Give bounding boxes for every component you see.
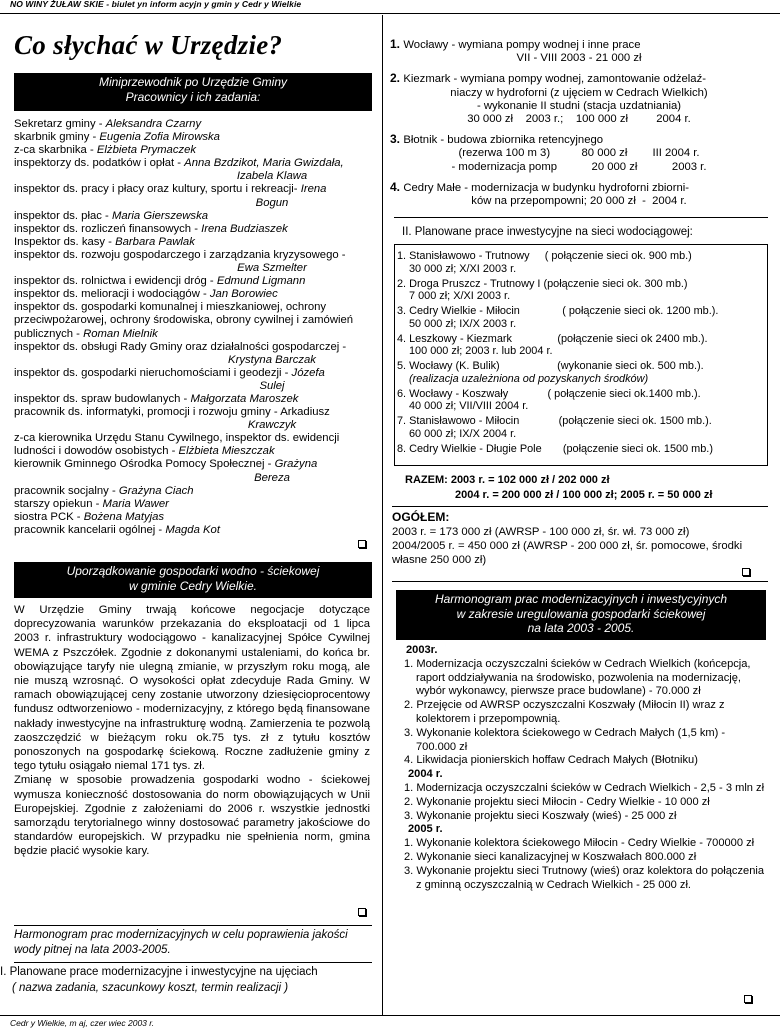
staff-name: Maria Gierszewska xyxy=(111,209,208,222)
divider xyxy=(14,962,372,963)
divider xyxy=(392,506,768,507)
staff-role: z-ca skarbnika - xyxy=(14,144,97,157)
staff-name: Krystyna Barczak xyxy=(228,353,316,366)
network-route: 3. Cedry Wielkie - Miłocin ( połączenie sieci ok. 1200 mb.). xyxy=(397,305,719,317)
total-2003: RAZEM: 2003 r. = 102 000 zł / 202 000 zł xyxy=(405,474,610,486)
task-line: ków na przepompowni; 20 000 zł - 2004 r. xyxy=(471,195,687,208)
task-text: Wocławy - wymiana pompy wodnej i inne prace xyxy=(403,39,641,51)
network-item xyxy=(397,278,765,303)
grand-total-label: OGÓŁEM: xyxy=(392,510,450,524)
network-item xyxy=(397,415,765,440)
staff-role: inspektor ds. obsługi Rady Gminy oraz działalności gospodarczej - xyxy=(14,340,347,353)
staff-role: pracownik ds. informatyki, promocji i rozwoju gminy - Arkadiusz xyxy=(14,406,330,419)
sewage-task: 3. Wykonanie kolektora ściekowego w Cedrach Małych (1,5 km) - 700.000 zł xyxy=(404,726,726,753)
staff-name-continued xyxy=(10,197,374,210)
page-title: Co słychać w Urzędzie? xyxy=(14,30,283,60)
staff-entry xyxy=(10,236,374,249)
staff-name: Grażyna xyxy=(274,458,318,471)
staff-entry xyxy=(10,511,374,524)
staff-name: Bożena Matyjas xyxy=(83,510,165,523)
end-square-icon xyxy=(358,908,366,916)
grand-total-2004-2005: 2004/2005 r. = 450 000 zł (AWRSP - 200 000 zł, śr. pomocowe, środki własne 250 000 zł) xyxy=(392,540,743,566)
network-cost: 100 000 zł; 2003 r. lub 2004 r. xyxy=(409,345,553,357)
staff-role: inspektor ds. rozwoju gospodarczego i zarządzania kryzysowego - xyxy=(14,248,346,261)
staff-entry xyxy=(10,275,374,288)
sewage-task: 3. Wykonanie projektu sieci Koszwały (wieś) - 25 000 zł xyxy=(404,809,677,822)
task-line xyxy=(390,72,768,86)
bottom-rule xyxy=(0,1015,780,1016)
staff-role: pracownik socjalny - xyxy=(14,484,119,497)
article-para2: Zmianę w sposobie prowadzenia gospodarki wodno - ściekowej wymusza konieczność dostosowania do norm obowiązujących w Unii Europejskiej. Zgodnie z założeniami do 2006 r. wszystkie jednostki samorządu terytorialnego winny dostosować parametry jakościowe do standardów europejskich. W przypadku nie spełnienia norm, gmina będzie płacić wysokie kary. xyxy=(14,774,370,858)
staff-name: Ewa Szmelter xyxy=(237,262,307,275)
staff-role: Sekretarz gminy - xyxy=(14,118,106,130)
staff-entry xyxy=(10,144,374,157)
task-line: 30 000 zł 2003 r.; 100 000 zł 2004 r. xyxy=(467,113,691,126)
harmonogram-water-title: Harmonogram prac modernizacyjnych w celu poprawienia jakości wody pitnej na lata 2003-2005. xyxy=(14,929,348,956)
network-cost: 30 000 zł; X/XI 2003 r. xyxy=(409,262,517,275)
divider xyxy=(14,925,372,926)
network-route: 1. Stanisławowo - Trutnowy ( połączenie sieci ok. 900 mb.) xyxy=(397,250,692,262)
sewage-task: 1. Modernizacja oczyszczalni ścieków w Cedrach Wielkich - 2,5 - 3 mln zł xyxy=(404,781,765,794)
task-line xyxy=(390,181,768,195)
staff-name-continued xyxy=(10,380,374,393)
staff-entry xyxy=(10,131,374,144)
plan-network-heading: II. Planowane prace inwestycyjne na sieci wodociągowej: xyxy=(402,226,693,238)
staff-role: inspektor ds. pracy i płacy oraz kultury, sportu i rekreacji- xyxy=(14,183,301,196)
task-line: VII - VIII 2003 - 21 000 zł xyxy=(516,52,642,65)
task-line xyxy=(390,133,768,147)
water-box xyxy=(14,562,372,598)
water-box-line2: w gminie Cedry Wielkie. xyxy=(129,578,257,593)
intake-task-list xyxy=(390,38,768,215)
staff-name: Irena xyxy=(300,183,327,196)
network-item xyxy=(397,360,765,385)
staff-name: Jan Borowiec xyxy=(209,288,278,301)
staff-name: Maria Wawer xyxy=(102,497,169,510)
water-box-line1: Uporządkowanie gospodarki wodno - ściekowej xyxy=(66,564,320,578)
miniguide-box xyxy=(14,73,372,111)
task-number: 1. xyxy=(390,37,404,51)
staff-list xyxy=(10,118,374,537)
staff-role: siostra PCK - xyxy=(14,510,84,523)
sewage-box-line2: w zakresie uregulowania gospodarki ściekowej xyxy=(456,606,706,621)
network-route: 2. Droga Pruszcz - Trutnowy I (połączenie sieci ok. 300 mb.) xyxy=(397,277,688,290)
staff-name: Edmund Ligmann xyxy=(216,275,306,288)
network-cost: 60 000 zł; IX/X 2004 r. xyxy=(409,427,517,440)
sewage-task: 3. Wykonanie projektu sieci Trutnowy (wieś) oraz kolektora do połączenia z gminną oczyszczalnią w Cedrach Wielkich - 25 000 zł. xyxy=(404,864,764,891)
staff-name-continued xyxy=(10,262,374,275)
sewage-box xyxy=(396,590,766,640)
task-line: (rezerwa 100 m 3) 80 000 zł III 2004 r. xyxy=(458,147,700,160)
staff-role: inspektor ds. spraw budowlanych - xyxy=(14,392,191,405)
sewage-task: 4. Likwidacja pionierskich hoffaw Cedrach Małych (Błotniku) xyxy=(404,754,698,767)
water-article xyxy=(14,603,370,859)
staff-name: Józefa xyxy=(291,366,325,379)
staff-role: inspektor ds. gospodarki komunalnej i mieszkaniowej, ochrony przeciwpożarowej, ochrony środowiska, obrony cywilnej i zamówień publicznych - xyxy=(14,301,354,340)
sewage-box-line3: na lata 2003 - 2005. xyxy=(527,621,635,635)
sewage-task: 2. Przejęcie od AWRSP oczyszczalni Koszwały (Miłocin II) wraz z kolektorem i przepompownią. xyxy=(404,699,725,725)
network-item xyxy=(397,388,765,413)
staff-entry xyxy=(10,301,374,340)
sewage-box-line1: Harmonogram prac modernizacyjnych i inwestycyjnych xyxy=(434,592,728,606)
staff-name: Barbara Pawlak xyxy=(115,235,195,248)
task-line: niaczy w hydroforni (z ujęciem w Cedrach Wielkich) xyxy=(450,86,708,99)
staff-role: inspektor ds. gospodarki nieruchomościami i geodezji - xyxy=(14,366,292,379)
staff-entry xyxy=(10,118,374,131)
network-list xyxy=(397,250,765,458)
staff-role: z-ca kierownika Urzędu Stanu Cywilnego, inspektor ds. ewidencji ludności i dowodów osobistych - xyxy=(14,432,340,458)
staff-entry xyxy=(10,498,374,511)
sewage-schedule xyxy=(402,644,768,892)
plan-intakes-heading: I. Planowane prace modernizacyjne i inwestycyjne na ujęciach xyxy=(0,966,318,978)
staff-entry xyxy=(10,183,374,196)
top-rule xyxy=(0,13,780,14)
staff-entry xyxy=(10,157,374,170)
task-number: 4. xyxy=(390,179,404,194)
network-cost: 50 000 zł; IX/X 2003 r. xyxy=(409,317,517,330)
staff-name: Bogun xyxy=(255,196,289,209)
task-line: - wykonanie II studni (stacja uzdatniania) xyxy=(476,99,682,112)
task-text: Kiezmark - wymiana pompy wodnej, zamontowanie odżelaź- xyxy=(403,73,706,86)
tasks-2005 xyxy=(402,837,768,892)
year-2003: 2003r. xyxy=(406,644,438,656)
network-cost: 7 000 zł; X/XI 2003 r. xyxy=(409,290,511,302)
staff-role: inspektor ds. melioracji i wodociągów - xyxy=(14,288,210,301)
article-para1: W Urzędzie Gminy trwają końcowe negocjacje dotyczące doprecyzowania warunków przekazania do eksploatacji od 1 lipca 2003 r. infrastruktury wodociągowo - kanalizacyjnej Spółce Cywilnej WEMA z Pszczółek. Zgodnie z dokonanymi ustaleniami, do końca br. obowiązujące taryfy nie ulegną zmianie, w przyszłym roku mogą, ale nie muszą wzrosnąć. O wysokości opłat zdecyduje Rada Gminy. W ramach obowiązującej ceny zostanie utworzony dziesięcioprocentowy fundusz odtworzeniowo - modernizacyjny, z którego będą finansowane nakłady inwestycyjne na infrastrukturę wodną. Zamierzenia te pozwolą zaoszczędzić w bieżącym roku ok.75 tys. zł z tytułu kosztów ponoszonych na gospodarkę ściekową. Roczne zadłużenie gminy z tego tytułu osiągało niemal 171 tys. zł. xyxy=(14,604,370,773)
tasks-2003 xyxy=(402,658,768,768)
staff-name-continued xyxy=(10,472,374,485)
divider xyxy=(394,217,768,218)
staff-name-continued xyxy=(10,419,374,432)
staff-name: Sulej xyxy=(259,379,285,392)
staff-name: Małgorzata Maroszek xyxy=(190,392,299,405)
staff-role: Inspektor ds. kasy - xyxy=(14,235,116,248)
staff-name: Grażyna Ciach xyxy=(118,484,194,497)
staff-role: pracownik kancelarii ogólnej - xyxy=(14,523,166,536)
staff-name: Irena Budziaszek xyxy=(201,222,288,235)
grand-total-2003: 2003 r. = 173 000 zł (AWRSP - 100 000 zł, śr. wł. 73 000 zł) xyxy=(392,526,690,538)
end-square-icon xyxy=(742,568,750,576)
staff-name-continued xyxy=(10,354,374,367)
intake-task xyxy=(390,133,768,174)
network-route: 8. Cedry Wielkie - Długie Pole (połączenie sieci ok. 1500 mb.) xyxy=(397,442,713,455)
task-text: Cedry Małe - modernizacja w budynku hydroforni zbiorni- xyxy=(403,181,690,194)
divider xyxy=(392,581,768,582)
staff-role: starszy opiekun - xyxy=(14,497,103,510)
intake-task xyxy=(390,72,768,126)
network-route: 6. Wocławy - Koszwały ( połączenie sieci ok.1400 mb.). xyxy=(397,387,701,400)
staff-entry xyxy=(10,367,374,380)
task-number: 3. xyxy=(390,132,404,147)
network-cost: 40 000 zł; VII/VIII 2004 r. xyxy=(409,400,529,412)
plan-intakes-subheading: ( nazwa zadania, szacunkowy koszt, termin realizacji ) xyxy=(12,982,289,994)
sewage-task: 2. Wykonanie projektu sieci Miłocin - Cedry Wielkie - 10 000 zł xyxy=(404,795,710,808)
staff-role: inspektor ds. rozliczeń finansowych - xyxy=(14,222,202,235)
network-route: 7. Stanisławowo - Miłocin (połączenie sieci ok. 1500 mb.). xyxy=(397,415,712,427)
staff-name: Roman Mielnik xyxy=(83,327,158,340)
staff-entry xyxy=(10,406,374,419)
task-line xyxy=(390,38,768,52)
staff-name: Aleksandra Czarny xyxy=(105,118,202,130)
staff-name: Magda Kot xyxy=(165,523,220,536)
staff-entry xyxy=(10,458,374,471)
intake-task xyxy=(390,181,768,208)
grand-total-details xyxy=(392,525,757,567)
year-2005: 2005 r. xyxy=(408,823,443,836)
network-item xyxy=(397,333,765,358)
staff-name-continued xyxy=(10,170,374,183)
staff-name: Eugenia Zofia Mirowska xyxy=(99,131,220,144)
sewage-task: 1. Modernizacja oczyszczalni ścieków w Cedrach Wielkich (końcepcja, raport oddziaływania na środowisko, pozwolenia na modernizację, wybór wykonawcy, pierwsze prace budowlane) - 70.000 zł xyxy=(404,657,751,698)
staff-entry xyxy=(10,210,374,223)
total-2004-2005: 2004 r. = 200 000 zł / 100 000 zł; 2005 r. = 50 000 zł xyxy=(455,489,713,501)
network-cost: (realizacja uzależniona od pozyskanych środków) xyxy=(409,372,649,385)
bulletin-header: NO WINY ŻUŁAW SKIE - biulet yn inform acyjn y gmin y Cedr y Wielkie xyxy=(10,0,302,9)
staff-name: Izabela Klawa xyxy=(236,170,308,183)
staff-entry xyxy=(10,393,374,406)
task-text: Błotnik - budowa zbiornika retencyjnego xyxy=(403,134,604,147)
column-divider xyxy=(382,15,383,1015)
network-route: 5. Wocławy (K. Bulik) (wykonanie sieci ok. 500 mb.). xyxy=(397,360,704,372)
sewage-task: 1. Wykonanie kolektora ściekowego Miłocin - Cedry Wielkie - 700000 zł xyxy=(404,837,755,850)
staff-entry xyxy=(10,432,374,458)
staff-entry xyxy=(10,341,374,354)
end-square-icon xyxy=(744,995,752,1003)
miniguide-line2: Pracownicy i ich zadania: xyxy=(125,89,261,104)
staff-name: Elżbieta Prymaczek xyxy=(96,144,197,157)
network-item xyxy=(397,443,765,456)
staff-role: skarbnik gminy - xyxy=(14,131,100,144)
staff-entry xyxy=(10,485,374,498)
staff-name: Anna Bzdzikot, Maria Gwizdała, xyxy=(184,157,344,170)
staff-role: inspektor ds. płac - xyxy=(14,209,112,222)
network-route: 4. Leszkowy - Kiezmark (połączenie sieci ok 2400 mb.). xyxy=(397,332,708,345)
staff-name: Krawczyk xyxy=(247,419,297,432)
staff-entry xyxy=(10,288,374,301)
staff-entry xyxy=(10,249,374,262)
staff-name: Bereza xyxy=(254,471,290,484)
bulletin-footer: Cedr y Wielkie, m aj, czer wiec 2003 r. xyxy=(10,1018,155,1028)
network-item xyxy=(397,305,765,330)
tasks-2004 xyxy=(402,782,768,823)
staff-entry xyxy=(10,524,374,537)
sewage-task: 2. Wykonanie sieci kanalizacyjnej w Koszwałach 800.000 zł xyxy=(404,850,697,863)
staff-role: inspektorzy ds. podatków i opłat - xyxy=(14,157,185,170)
staff-entry xyxy=(10,223,374,236)
task-line: - modernizacja pomp 20 000 zł 2003 r. xyxy=(451,160,707,173)
end-square-icon xyxy=(358,540,366,548)
staff-role: kierownik Gminnego Ośrodka Pomocy Społecznej - xyxy=(14,458,275,471)
staff-role: inspektor ds. rolnictwa i ewidencji dróg - xyxy=(14,275,217,288)
task-number: 2. xyxy=(390,71,404,86)
staff-name: Elżbieta Mieszczak xyxy=(178,445,275,458)
year-2004: 2004 r. xyxy=(408,768,443,781)
intake-task xyxy=(390,38,768,65)
miniguide-line1: Miniprzewodnik po Urzędzie Gminy xyxy=(98,75,288,89)
network-item xyxy=(397,250,765,275)
